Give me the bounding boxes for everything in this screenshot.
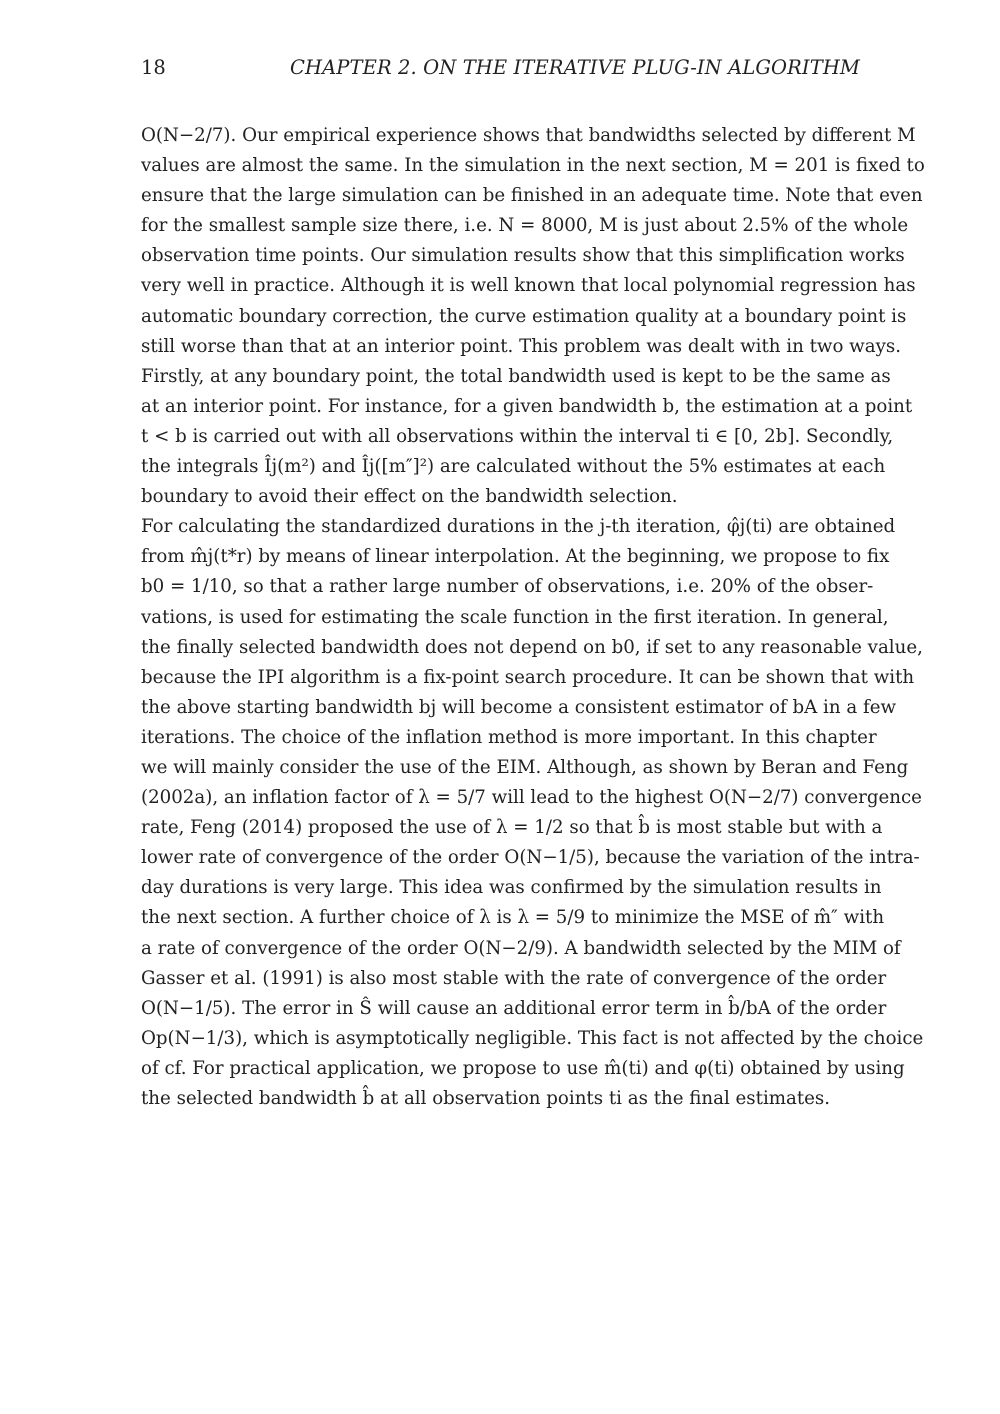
text-line: b0 = 1/10, so that a rather large number of observations, i.e. 20% of the obser- — [141, 576, 874, 598]
text-line: still worse than that at an interior point. This problem was dealt with in two ways. — [141, 335, 901, 357]
text-line: automatic boundary correction, the curve estimation quality at a boundary point is — [141, 305, 907, 327]
text-line: For calculating the standardized durations in the j-th iteration, φ̂j(ti) are obtained — [141, 516, 896, 538]
text-line: ensure that the large simulation can be finished in an adequate time. Note that even — [141, 185, 923, 207]
text-line: lower rate of convergence of the order O(N−1/5), because the variation of the intra- — [141, 847, 920, 869]
text-line: O(N−2/7). Our empirical experience shows that bandwidths selected by different M — [141, 125, 916, 146]
text-line: the finally selected bandwidth does not depend on b0, if set to any reasonable value, — [141, 636, 923, 658]
text-line: rate, Feng (2014) proposed the use of λ = 1/2 so that b̂ is most stable but with a — [141, 817, 883, 839]
text-line: Gasser et al. (1991) is also most stable with the rate of convergence of the order — [141, 967, 887, 989]
text-line: the selected bandwidth b̂ at all observation points ti as the final estimates. — [141, 1088, 831, 1109]
text-line: the above starting bandwidth bj will become a consistent estimator of bA in a few — [141, 696, 897, 718]
body-text — [141, 121, 925, 1114]
text-line: a rate of convergence of the order O(N−2/9). A bandwidth selected by the MIM of — [141, 937, 901, 959]
text-line: day durations is very large. This idea was confirmed by the simulation results in — [141, 877, 882, 899]
text-line: vations, is used for estimating the scale function in the first iteration. In general, — [141, 606, 889, 628]
text-line: boundary to avoid their effect on the bandwidth selection. — [141, 486, 678, 508]
text-line: at an interior point. For instance, for a given bandwidth b, the estimation at a point — [141, 395, 913, 417]
text-line: from m̂j(t*r) by means of linear interpolation. At the beginning, we propose to fix — [141, 546, 890, 568]
text-line: the integrals Îj(m²) and Îj([m″]²) are calculated without the 5% estimates at each — [141, 456, 886, 478]
text-line: for the smallest sample size there, i.e. N = 8000, M is just about 2.5% of the whole — [141, 215, 909, 237]
text-line: the next section. A further choice of λ is λ = 5/9 to minimize the MSE of m̂″ with — [141, 907, 885, 929]
text-line: (2002a), an inflation factor of λ = 5/7 will lead to the highest O(N−2/7) convergence — [141, 787, 922, 809]
text-line: observation time points. Our simulation results show that this simplification works — [141, 245, 905, 267]
text-line: because the IPI algorithm is a fix-point search procedure. It can be shown that with — [141, 666, 915, 688]
running-title: CHAPTER 2. ON THE ITERATIVE PLUG-IN ALGORITHM — [290, 56, 860, 79]
text-line: we will mainly consider the use of the EIM. Although, as shown by Beran and Feng — [141, 756, 909, 778]
text-line: very well in practice. Although it is well known that local polynomial regression has — [141, 275, 916, 297]
text-line: Op(N−1/3), which is asymptotically negligible. This fact is not affected by the choice — [141, 1027, 924, 1049]
text-line: of cf. For practical application, we propose to use m̂(ti) and φ(ti) obtained by using — [141, 1057, 905, 1079]
page-number: 18 — [141, 56, 166, 79]
text-line: Firstly, at any boundary point, the total bandwidth used is kept to be the same as — [141, 365, 891, 387]
text-line: iterations. The choice of the inflation method is more important. In this chapter — [141, 726, 877, 748]
text-line: values are almost the same. In the simulation in the next section, M = 201 is fixed to — [141, 155, 925, 177]
page-header — [141, 56, 860, 84]
text-line: O(N−1/5). The error in Ŝ will cause an additional error term in b̂/bA of the order — [141, 997, 887, 1019]
text-line: t < b is carried out with all observations within the interval ti ∈ [0, 2b]. Secondly, — [141, 425, 894, 447]
